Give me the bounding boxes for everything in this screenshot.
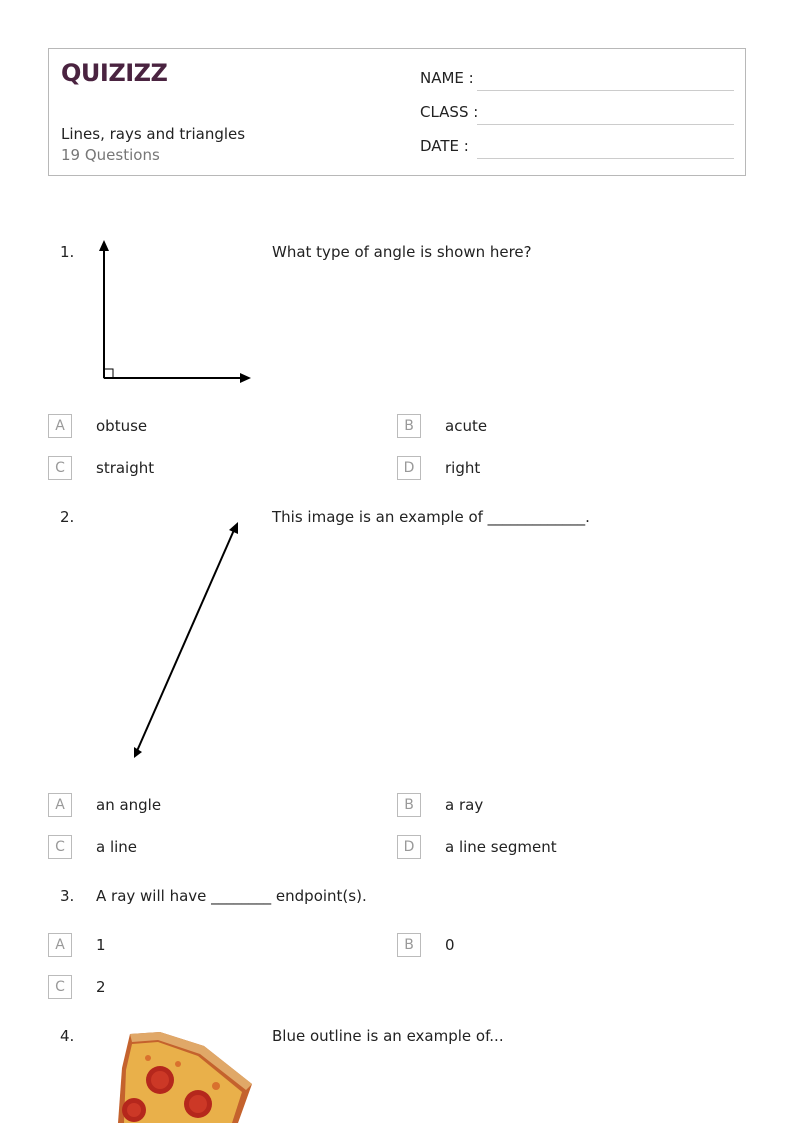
question-1-text: What type of angle is shown here?	[272, 243, 532, 261]
class-label: CLASS :	[420, 103, 479, 121]
question-4-text: Blue outline is an example of...	[272, 1027, 504, 1045]
q2-option-d-box[interactable]: D	[397, 835, 421, 859]
q3-option-c-text: 2	[96, 978, 106, 996]
q1-option-c-text: straight	[96, 459, 155, 477]
class-field[interactable]	[420, 101, 734, 125]
q3-option-c-box[interactable]: C	[48, 975, 72, 999]
q3-option-a-box[interactable]: A	[48, 933, 72, 957]
q1-option-d-box[interactable]: D	[397, 456, 421, 480]
q2-option-c-box[interactable]: C	[48, 835, 72, 859]
q2-option-d-text: a line segment	[445, 838, 557, 856]
pizza-slice-image	[112, 1028, 262, 1123]
name-field[interactable]	[420, 67, 734, 91]
line-figure	[126, 516, 246, 766]
q2-option-b-box[interactable]: B	[397, 793, 421, 817]
date-field[interactable]	[420, 135, 734, 159]
q2-option-c-text: a line	[96, 838, 138, 856]
question-2-text: This image is an example of _____________.	[272, 508, 590, 526]
question-3-number: 3.	[60, 887, 75, 905]
q1-option-c-box[interactable]: C	[48, 456, 72, 480]
question-count: 19 Questions	[61, 146, 160, 164]
date-label: DATE :	[420, 137, 469, 155]
q1-option-b-box[interactable]: B	[397, 414, 421, 438]
q1-option-b-text: acute	[445, 417, 488, 435]
question-4-number: 4.	[60, 1027, 75, 1045]
q2-option-b-text: a ray	[445, 796, 484, 814]
name-label: NAME :	[420, 69, 474, 87]
q3-option-a-text: 1	[96, 936, 106, 954]
question-2-number: 2.	[60, 508, 75, 526]
q1-option-a-box[interactable]: A	[48, 414, 72, 438]
quizizz-logo: QUIZIZZ	[61, 59, 168, 87]
q1-option-a-text: obtuse	[96, 417, 148, 435]
right-angle-figure	[90, 236, 260, 386]
q2-option-a-text: an angle	[96, 796, 162, 814]
date-line	[477, 158, 734, 159]
worksheet-title: Lines, rays and triangles	[61, 125, 246, 143]
q3-option-b-text: 0	[445, 936, 455, 954]
question-3-text: A ray will have ________ endpoint(s).	[96, 887, 367, 905]
q1-option-d-text: right	[445, 459, 481, 477]
q3-option-b-box[interactable]: B	[397, 933, 421, 957]
class-line	[477, 124, 734, 125]
question-1-number: 1.	[60, 243, 75, 261]
q2-option-a-box[interactable]: A	[48, 793, 72, 817]
name-line	[477, 90, 734, 91]
worksheet-header	[48, 48, 746, 176]
